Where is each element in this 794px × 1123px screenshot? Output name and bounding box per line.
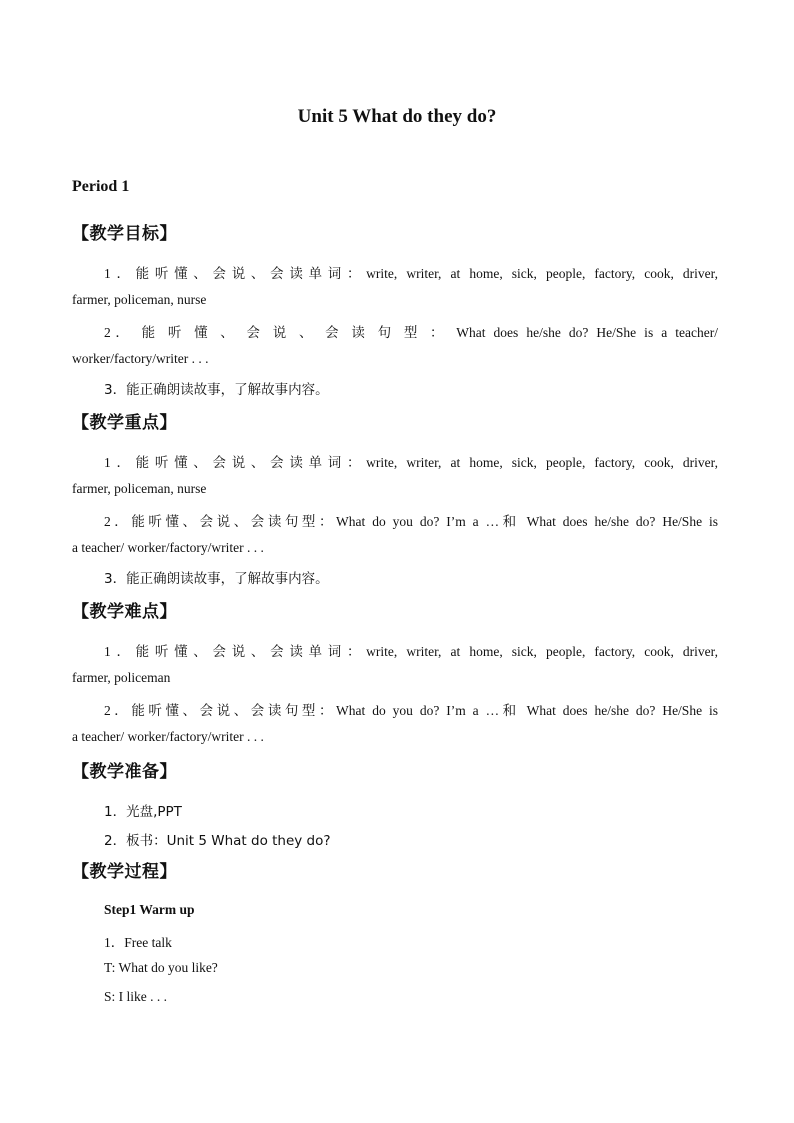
section-heading-process: 【教学过程】: [72, 862, 177, 882]
objectives-item-3: 3．能正确朗读故事，了解故事内容。: [104, 382, 329, 398]
difficulties-item-2-line-1: 2．能听懂、会说、会读句型：What do you do? I’m a …和 What does he/she do? He/She is: [104, 703, 718, 718]
key-points-item-1-line-1: 1．能听懂、会说、会读单词：write, writer, at home, sick, people, factory, cook, driver,: [104, 455, 718, 470]
preparation-item-1: 1．光盘,PPT: [104, 804, 182, 820]
objectives-item-2-line-2: worker/factory/writer . . .: [72, 351, 209, 366]
dialog-line-student: S: I like . . .: [104, 989, 167, 1004]
difficulties-item-1-line-1: 1．能听懂、会说、会读单词：write, writer, at home, sick, people, factory, cook, driver,: [104, 644, 718, 659]
preparation-item-2: 2．板书：Unit 5 What do they do?: [104, 833, 331, 849]
objectives-item-1-line-1: 1．能听懂、会说、会读单词：write, writer, at home, sick, people, factory, cook, driver,: [104, 266, 718, 281]
step-1-heading: Step1 Warm up: [104, 902, 195, 917]
objectives-item-1-line-2: farmer, policeman, nurse: [72, 292, 207, 307]
key-points-item-3: 3．能正确朗读故事，了解故事内容。: [104, 571, 329, 587]
key-points-item-2-line-1: 2．能听懂、会说、会读句型：What do you do? I’m a …和 What does he/she do? He/She is: [104, 514, 718, 529]
difficulties-item-1-line-2: farmer, policeman: [72, 670, 171, 685]
section-heading-preparation: 【教学准备】: [72, 762, 177, 782]
key-points-item-1-line-2: farmer, policeman, nurse: [72, 481, 207, 496]
key-points-item-2-line-2: a teacher/ worker/factory/writer . . .: [72, 540, 264, 555]
document-title: Unit 5 What do they do?: [297, 106, 497, 127]
period-label: Period 1: [72, 178, 130, 195]
section-heading-difficulties: 【教学难点】: [72, 602, 177, 622]
dialog-line-teacher: T: What do you like?: [104, 960, 218, 975]
section-heading-objectives: 【教学目标】: [72, 224, 177, 244]
section-heading-key-points: 【教学重点】: [72, 413, 177, 433]
objectives-item-2-line-1: 2． 能 听 懂 、 会 说 、 会 读 句 型 ： What does he/she do? He/She is a teacher/: [104, 325, 718, 340]
process-item-1: 1．Free talk: [104, 935, 172, 950]
difficulties-item-2-line-2: a teacher/ worker/factory/writer . . .: [72, 729, 264, 744]
